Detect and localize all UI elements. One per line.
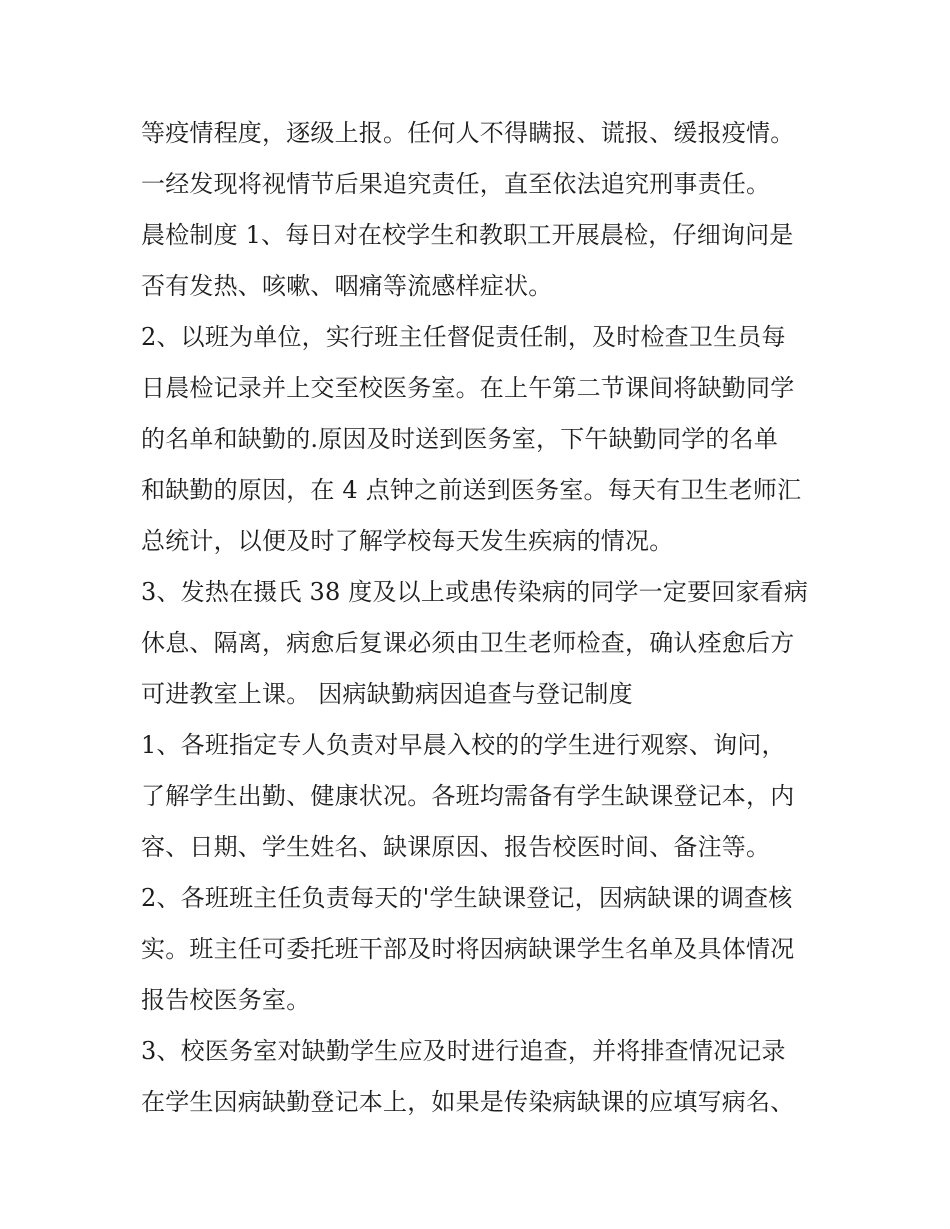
text-line: 1、各班指定专人负责对早晨入校的的学生进行观察、询问， bbox=[141, 731, 786, 759]
text-line: 和缺勤的原因，在 4 点钟之前送到医务室。每天有卫生老师汇 bbox=[141, 476, 802, 504]
text-line: 一经发现将视情节后果追究责任，直至依法追究刑事责任。 bbox=[141, 170, 771, 198]
text-line: 休息、隔离，病愈后复课必须由卫生老师检查，确认痊愈后方 bbox=[141, 629, 795, 657]
text-line: 等疫情程度，逐级上报。任何人不得瞒报、谎报、缓报疫情。 bbox=[141, 119, 795, 147]
text-line: 2、各班班主任负责每天的'学生缺课登记，因病缺课的调查核 bbox=[141, 884, 793, 912]
text-line: 容、日期、学生姓名、缺课原因、报告校医时间、备注等。 bbox=[141, 833, 771, 861]
text-line: 在学生因病缺勤登记本上，如果是传染病缺课的应填写病名、 bbox=[141, 1088, 795, 1116]
text-line: 实。班主任可委托班干部及时将因病缺课学生名单及具体情况 bbox=[141, 935, 795, 963]
text-line: 可进教室上课。 因病缺勤病因追查与登记制度 bbox=[141, 680, 633, 708]
text-line: 3、校医务室对缺勤学生应及时进行追查，并将排查情况记录 bbox=[141, 1037, 786, 1065]
text-line: 2、以班为单位，实行班主任督促责任制，及时检查卫生员每 bbox=[141, 323, 786, 351]
text-line: 日晨检记录并上交至校医务室。在上午第二节课间将缺勤同学 bbox=[141, 374, 795, 402]
document-body bbox=[141, 108, 821, 1128]
text-line: 总统计，以便及时了解学校每天发生疾病的情况。 bbox=[141, 527, 674, 555]
text-line: 3、发热在摄氏 38 度及以上或患传染病的同学一定要回家看病 bbox=[141, 578, 809, 606]
text-line: 了解学生出勤、健康状况。各班均需备有学生缺课登记本，内 bbox=[141, 782, 795, 810]
text-line: 否有发热、咳嗽、咽痛等流感样症状。 bbox=[141, 272, 553, 300]
text-line: 的名单和缺勤的.原因及时送到医务室，下午缺勤同学的名单 bbox=[141, 425, 779, 453]
text-line: 报告校医务室。 bbox=[141, 986, 311, 1014]
text-line: 晨检制度 1、每日对在校学生和教职工开展晨检，仔细询问是 bbox=[141, 221, 794, 249]
